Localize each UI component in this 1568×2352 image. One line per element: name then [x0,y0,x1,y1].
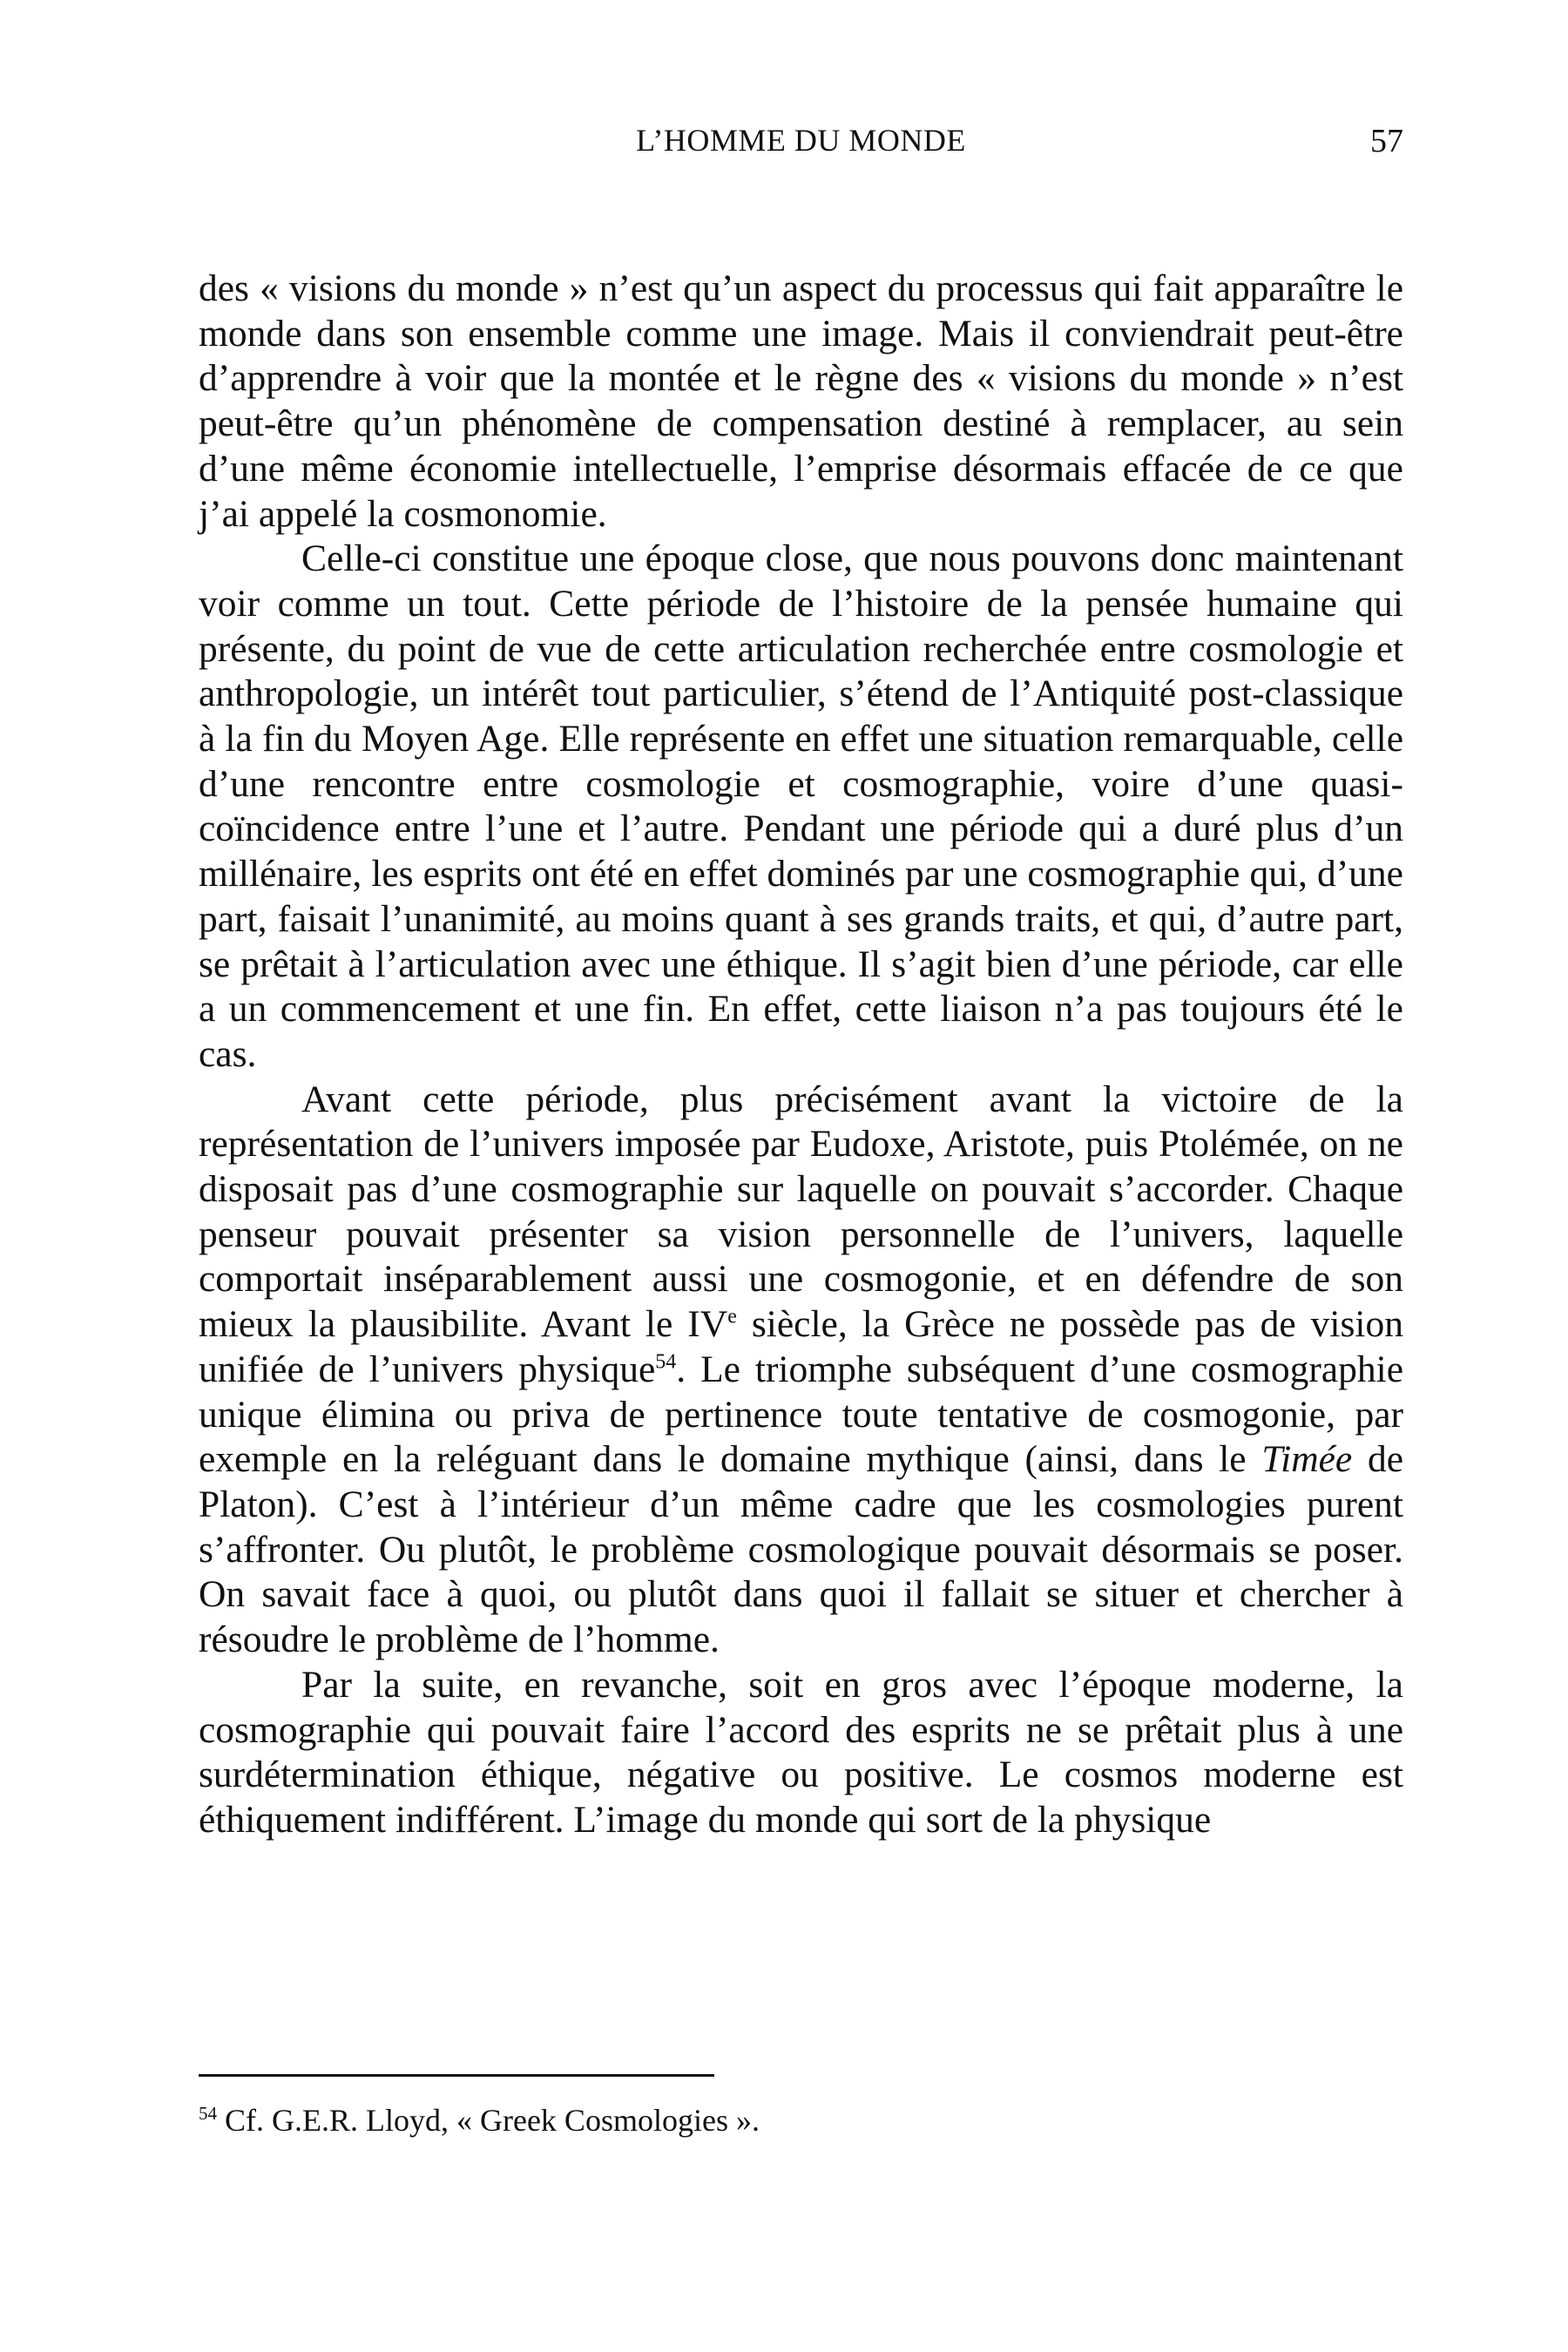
body-text [199,267,1403,1843]
paragraph-3-text: . Le triomphe subséquent d’une cosmographie unique élimina ou priva de pertinence toute tentative de cosmogonie, par exemple en la reléguant dans le domaine mythique (ainsi, dans le [199,1348,1404,1481]
footnote [199,2101,1403,2139]
footnote-divider [199,2074,714,2077]
running-title: L’HOMME DU MONDE [636,123,966,158]
paragraph-4: Par la suite, en revanche, soit en gros avec l’époque moderne, la cosmographie qui pouvait faire l’accord des esprits ne se prêtait plus à une surdétermination éthique, négative ou positive. Le cosmos moderne est éthiquement indifférent. L’image du monde qui sort de la physique [199,1663,1403,1841]
paragraph-2: Celle-ci constitue une époque close, que nous pouvons donc maintenant voir comme un tout. Cette période de l’histoire de la pensée humaine qui présente, du point de vue de cette articulation recherchée entre cosmologie et anthropologie, un intérêt tout particulier, s’étend de l’Antiquité post-classique à la fin du Moyen Age. Elle représente en effet une situation remarquable, celle d’une rencontre entre cosmologie et cosmographie, voire d’une quasi-coïncidence entre l’une et l’autre. Pendant une période qui a duré plus d’un millénaire, les esprits ont été en effet dominés par une cosmographie qui, d’une part, faisait l’unanimité, au moins quant à ses grands traits, et qui, d’autre part, se prêtait à l’articulation avec une éthique. Il s’agit bien d’une période, car elle a un commencement et une fin. En effet, cette liaison n’a pas toujours été le cas. [199,537,1403,1075]
page-number: 57 [1370,123,1403,159]
footnote-text: Cf. G.E.R. Lloyd, « Greek Cosmologies ». [217,2103,760,2138]
century-superscript: e [727,1305,737,1328]
paragraph-3-text: Avant cette période, plus précisément avant la victoire de la représentation de l’univers imposée par Eudoxe, Aristote, puis Ptolémée, on ne disposait pas d’une cosmographie sur laquelle on pouvait s’accorder. Chaque penseur pouvait présenter sa vision personnelle de l’univers, laquelle comportait inséparablement aussi une cosmogonie, et en défendre de son mieux la plausibilite. Avant le IV [199,1078,1403,1346]
paragraph-3-text: siècle, la Grèce ne possède pas de vision unifiée de l’univers physique [199,1303,1403,1390]
paragraph-1: des « visions du monde » n’est qu’un aspect du processus qui fait apparaître le monde dans son ensemble comme une image. Mais il conviendrait peut-être d’apprendre à voir que la montée et le règne des « visions du monde » n’est peut-être qu’un phénomène de compensation destiné à remplacer, au sein d’une même économie intellectuelle, l’emprise désormais effacée de ce que j’ai appelé la cosmonomie. [199,267,1403,535]
page-header [199,122,1403,169]
footnote-reference: 54 [655,1350,677,1374]
paragraph-3 [199,1078,1403,1663]
work-title-italic: Timée [1261,1438,1353,1481]
paragraph-3-text: de Platon). C’est à l’intérieur d’un même cadre que les cosmologies purent s’affronter. Ou plutôt, le problème cosmologique pouvait désormais se poser. On savait face à quoi, ou plutôt dans quoi il fallait se situer et chercher à résoudre le problème de l’homme. [199,1438,1404,1661]
footnote-number: 54 [199,2103,217,2124]
